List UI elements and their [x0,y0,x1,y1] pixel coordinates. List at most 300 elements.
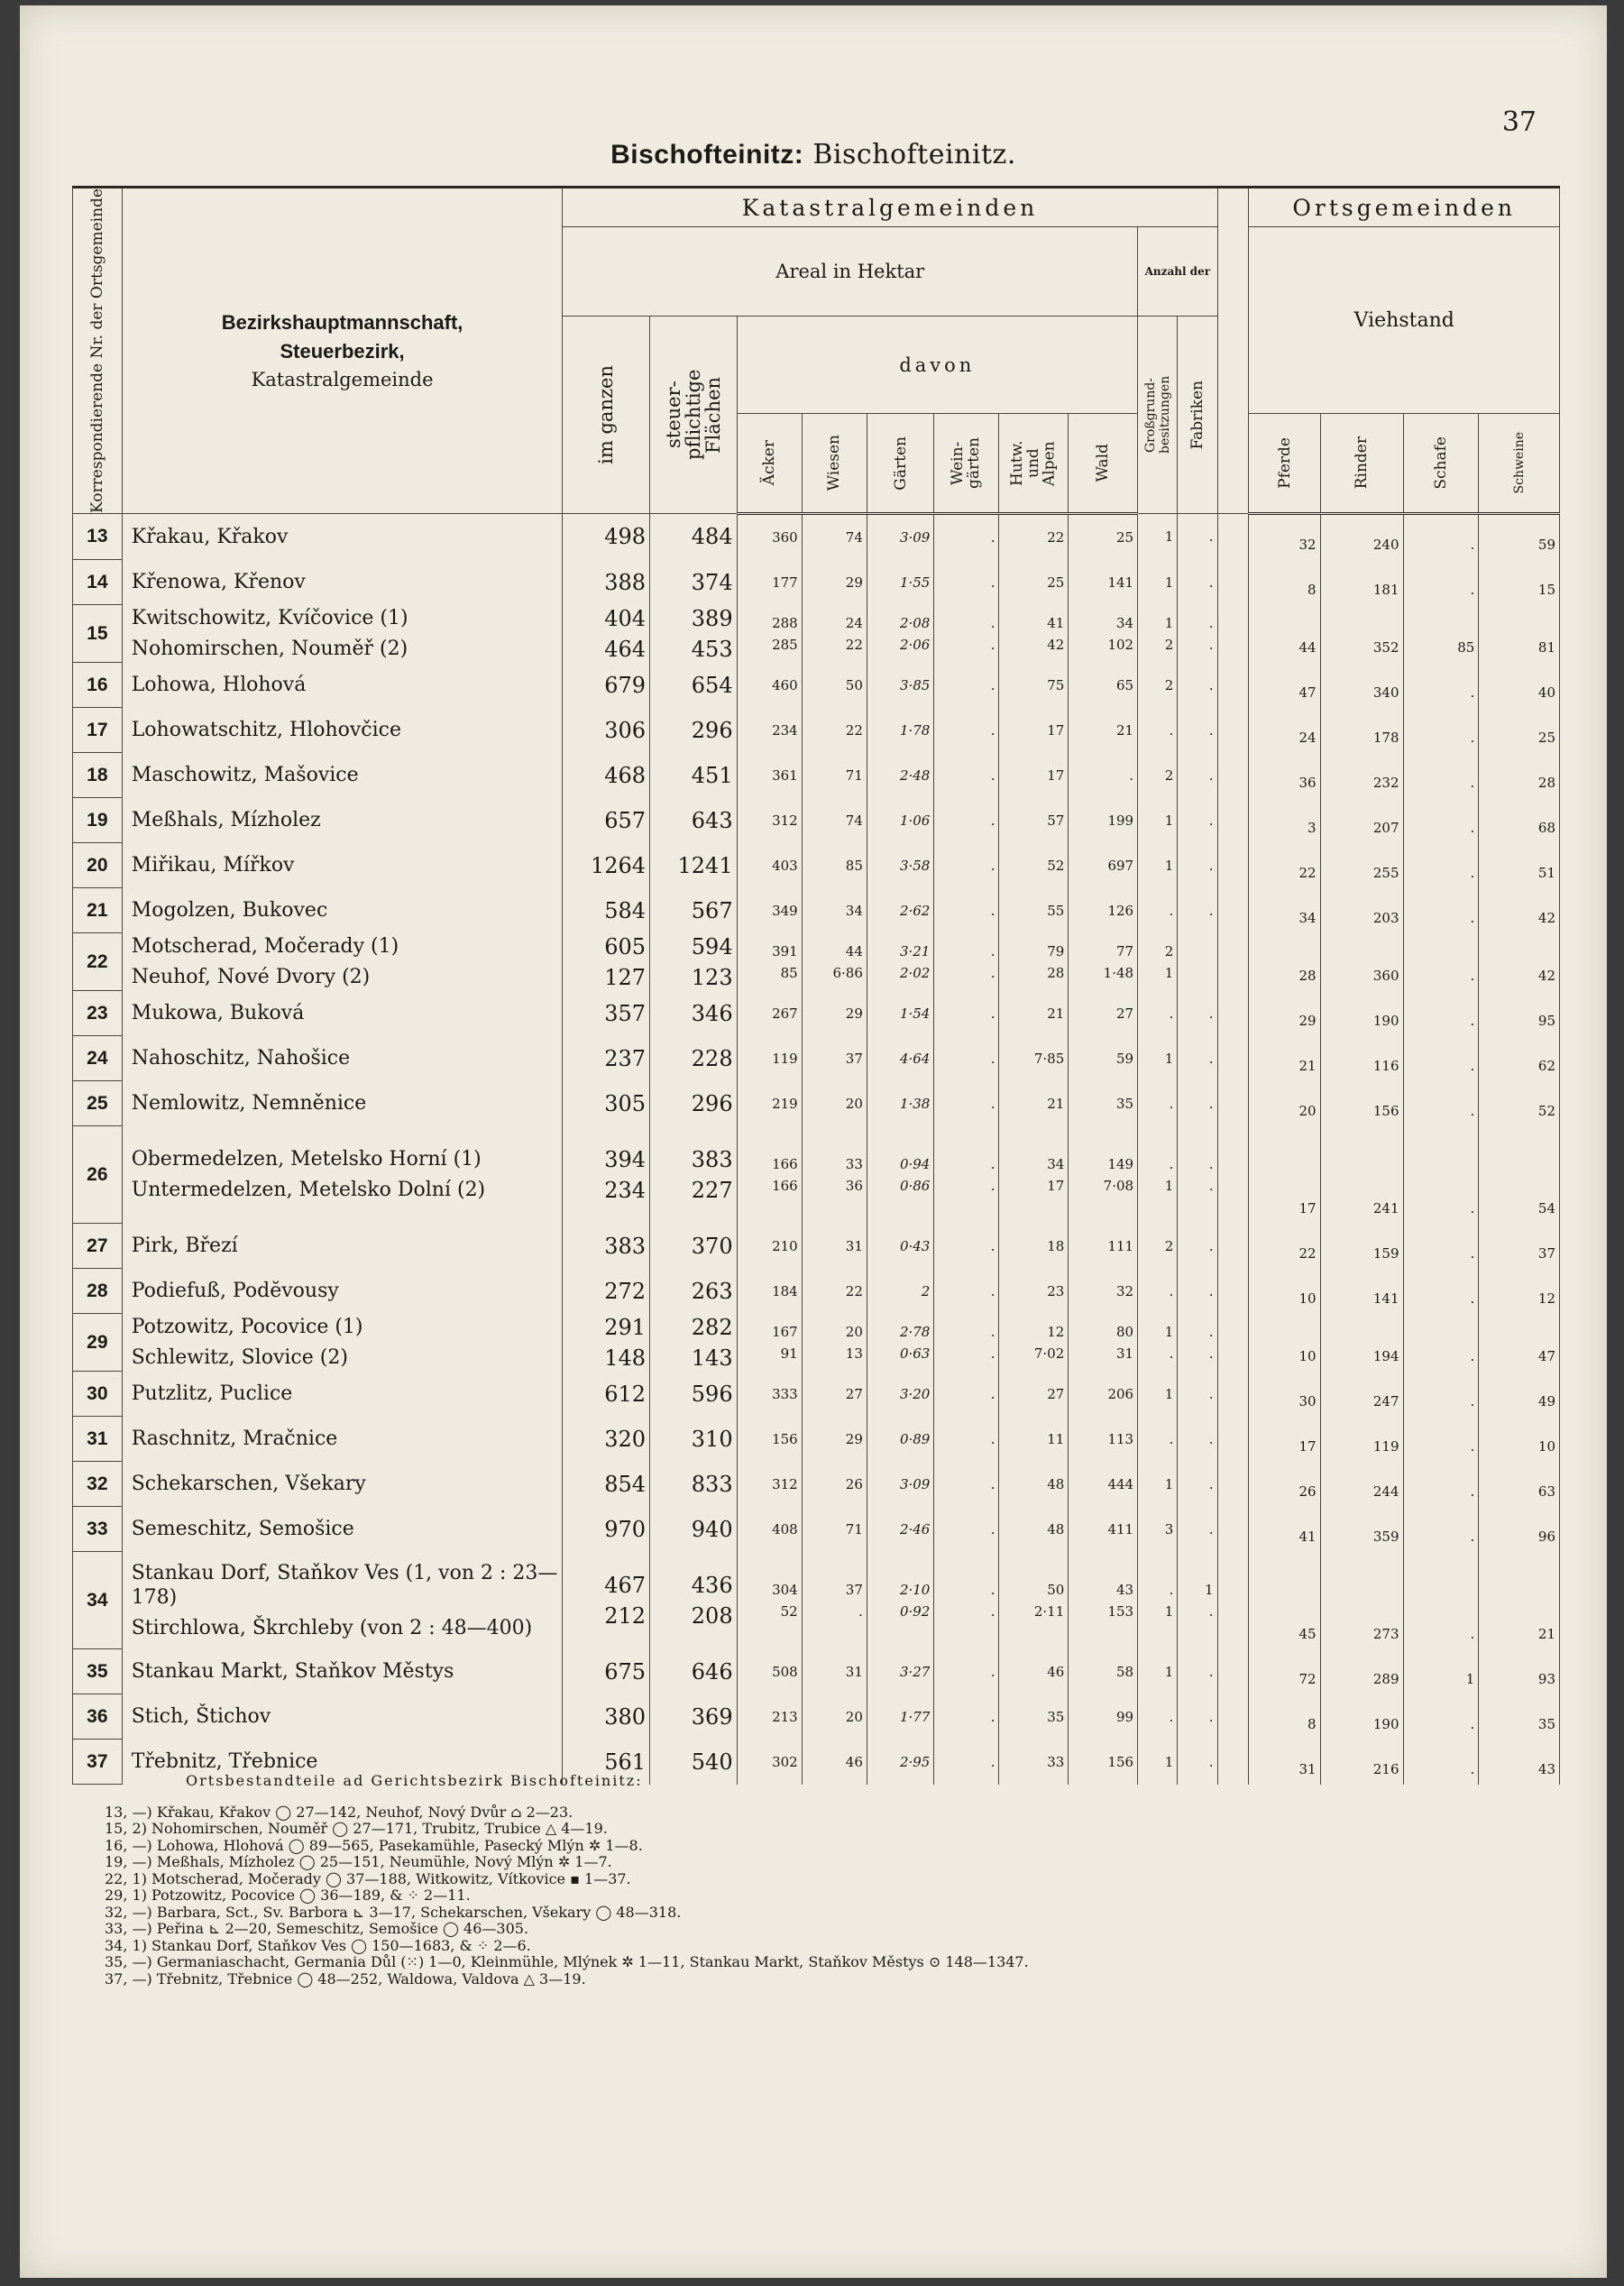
cell-line: 52 [1047,857,1065,874]
cell-line: 79 [1047,942,1065,959]
table-row [73,933,1560,991]
cell-name [122,991,563,1036]
cell-wald [1069,1036,1138,1081]
cell-line: 561 [604,1749,647,1775]
cell-line: . [990,1753,996,1770]
cell-steuer [650,560,738,605]
cell-gross [1138,1649,1178,1694]
cell-schafe: . [1403,1694,1479,1740]
cell-name [122,1552,563,1649]
cell-line: 75 [1047,676,1065,693]
footnote-line: 37, —) Třebnitz, Třebnice ◯ 48—252, Waldowa, Valdova △ 3—19. [105,1969,586,1988]
cell-line: 111 [1107,1237,1134,1254]
cell-line: 654 [691,672,733,698]
header-garten: Gärten [867,414,933,514]
cell-line: Stich, Štichov [131,1705,271,1729]
cell-schweine: 43 [1479,1740,1560,1785]
cell-schafe: . [1403,843,1479,888]
cell-ganzen [563,560,650,605]
cell-line: 2·62 [899,902,931,919]
cell-gap [1217,1462,1249,1507]
cell-wald [1069,933,1138,991]
cell-line: 304 [772,1581,798,1598]
cell-steuer [650,1507,738,1552]
cell-line: 1 [1164,574,1174,591]
cell-pferde: 17 [1249,1417,1320,1462]
cell-acker [737,888,802,933]
cell-ganzen [563,1694,650,1740]
cell-schafe: . [1403,1269,1479,1314]
cell-fabr [1178,1372,1217,1417]
cell-ganzen [563,991,650,1036]
cell-pferde: 8 [1249,560,1320,605]
cell-pferde: 22 [1249,843,1320,888]
header-fabriken: Fabriken [1178,317,1217,513]
cell-line: 199 [1107,812,1134,829]
cell-line: . [990,528,996,546]
cell-steuer [650,1462,738,1507]
cell-gap [1217,1417,1249,1462]
cell-pferde: 26 [1249,1462,1320,1507]
cell-line: Meßhals, Mízholez [131,809,321,832]
cell-line: 302 [772,1753,798,1770]
cell-line: . [1208,1520,1214,1538]
cell-gap [1217,888,1249,933]
cell-line: 646 [691,1658,733,1685]
cell-wald [1069,798,1138,843]
cell-schweine: 63 [1479,1462,1560,1507]
cell-wein [934,1314,999,1372]
cell-pferde: 8 [1249,1694,1320,1740]
cell-pferde: 17 [1249,1126,1320,1224]
cell-line: 228 [691,1045,733,1071]
cell-steuer [650,753,738,798]
cell-schweine: 28 [1479,753,1560,798]
table-row [73,513,1560,560]
cell-name [122,753,563,798]
cell-schweine: 35 [1479,1694,1560,1740]
cell-fabr [1178,1507,1217,1552]
cell-steuer [650,1417,738,1462]
header-schafe: Schafe [1403,414,1479,514]
cell-line: 85 [780,964,798,981]
cell-line: 36 [845,1177,863,1194]
cell-name [122,708,563,753]
cell-acker [737,560,802,605]
cell-fabr [1178,1462,1217,1507]
cell-line: . [1208,1095,1214,1112]
cell-acker [737,1649,802,1694]
row-number: 24 [73,1036,123,1081]
cell-line: Nohomirschen, Nouměř (2) [131,637,408,660]
cell-ganzen [563,1649,650,1694]
cell-wein [934,1269,999,1314]
cell-pferde: 34 [1249,888,1320,933]
cell-gross [1138,1552,1178,1649]
cell-line: 25 [1047,574,1065,591]
table-row [73,663,1560,708]
cell-gross [1138,560,1178,605]
cell-line: . [990,942,996,959]
cell-line: . [1208,1282,1214,1299]
cell-ganzen [563,663,650,708]
cell-fabr [1178,708,1217,753]
cell-fabr [1178,798,1217,843]
cell-gross [1138,888,1178,933]
cell-line: 29 [845,574,863,591]
cell-line: . [858,1602,863,1620]
cell-wein [934,1081,999,1126]
cell-acker [737,843,802,888]
cell-schafe: . [1403,933,1479,991]
cell-wein [934,1224,999,1269]
cell-line: 361 [772,767,798,784]
cell-line: 1 [1164,1177,1174,1194]
cell-line: . [1208,812,1214,829]
cell-steuer [650,605,738,663]
cell-line: 389 [691,605,733,631]
footnote-line: 16, —) Lohowa, Hlohová ◯ 89—565, Pasekamühle, Pasecký Mlýn ✲ 1—8. [105,1836,643,1854]
cell-wein [934,708,999,753]
cell-wald [1069,1462,1138,1507]
cell-line: Pirk, Březí [131,1235,238,1258]
cell-line: 1 [1164,857,1174,874]
cell-schafe: . [1403,1126,1479,1224]
cell-line: 91 [780,1345,798,1362]
cell-garten [867,1552,933,1649]
table-body [73,513,1560,1785]
cell-line: . [1208,1753,1214,1770]
cell-line: 127 [604,964,647,990]
cell-line: 288 [772,614,798,631]
cell-line: 227 [691,1177,733,1203]
title-bold: Bischofteinitz: [610,140,804,170]
cell-line: . [990,812,996,829]
page-number: 37 [1501,106,1537,138]
cell-gross [1138,991,1178,1036]
footnote-line: 19, —) Meßhals, Mízholez ◯ 25—151, Neumühle, Nový Mlýn ✲ 1—7. [105,1853,612,1870]
cell-line: . [1169,1430,1174,1447]
cell-name [122,1462,563,1507]
cell-line: 208 [691,1602,733,1629]
cell-line: 391 [772,942,798,959]
cell-line: 166 [772,1177,798,1194]
cell-gross [1138,1372,1178,1417]
cell-hutw [999,1224,1069,1269]
cell-line: 17 [1047,721,1065,739]
cell-schafe: . [1403,888,1479,933]
cell-steuer [650,1269,738,1314]
cell-line: 349 [772,902,798,919]
cell-line: 65 [1115,676,1134,693]
cell-pferde: 10 [1249,1314,1320,1372]
cell-wald [1069,991,1138,1036]
cell-line: 2·48 [899,767,931,784]
cell-hutw [999,1462,1069,1507]
cell-line: . [990,1602,996,1620]
row-number: 19 [73,798,123,843]
cell-gap [1217,1694,1249,1740]
cell-gap [1217,1081,1249,1126]
cell-pferde: 32 [1249,513,1320,560]
row-number: 34 [73,1552,123,1649]
cell-line: 21 [1047,1005,1065,1022]
cell-ganzen [563,843,650,888]
cell-wald [1069,843,1138,888]
cell-gross [1138,753,1178,798]
row-number: 32 [73,1462,123,1507]
cell-line: 833 [691,1471,733,1497]
cell-line: 143 [691,1345,733,1371]
table-row [73,708,1560,753]
cell-garten [867,1372,933,1417]
cell-line: . [990,574,996,591]
cell-line: 346 [691,1000,733,1026]
cell-pferde: 30 [1249,1372,1320,1417]
cell-line: . [1208,574,1214,591]
cell-garten [867,933,933,991]
cell-line: . [990,767,996,784]
cell-acker [737,1126,802,1224]
cell-line: . [1208,676,1214,693]
cell-line: 1·38 [899,1095,931,1112]
footnote-line: 15, 2) Nohomirschen, Nouměř ◯ 27—171, Trubitz, Trubice △ 4—19. [105,1820,608,1837]
cell-wein [934,1372,999,1417]
cell-line: 2·02 [899,964,931,981]
cell-gap [1217,560,1249,605]
cell-acker [737,1224,802,1269]
cell-line: . [990,1345,996,1362]
cell-gross [1138,1417,1178,1462]
cell-line: 2·11 [1033,1602,1065,1620]
cell-line: 370 [691,1233,733,1259]
cell-pferde: 41 [1249,1507,1320,1552]
cell-line: 26 [845,1475,863,1492]
cell-line: 411 [1107,1520,1134,1538]
cell-line: Křakau, Křakov [131,525,289,548]
cell-line: 296 [691,717,733,743]
cell-rinder: 116 [1320,1036,1403,1081]
cell-line: 3·09 [899,1475,931,1492]
cell-line: 2 [1164,636,1174,653]
cell-hutw [999,1694,1069,1740]
cell-line: 1·77 [899,1708,931,1725]
cell-schweine: 54 [1479,1126,1560,1224]
cell-garten [867,663,933,708]
cell-fabr [1178,663,1217,708]
row-number: 35 [73,1649,123,1694]
cell-schweine: 15 [1479,560,1560,605]
cell-line: 2·10 [899,1581,931,1598]
cell-line: 1264 [590,852,647,878]
cell-schweine: 10 [1479,1417,1560,1462]
cell-wald [1069,605,1138,663]
cell-ganzen [563,1507,650,1552]
row-number: 20 [73,843,123,888]
cell-line: . [990,1177,996,1194]
cell-line: 282 [691,1314,733,1340]
cell-line: 153 [1107,1602,1134,1620]
cell-line: 1 [1164,1050,1174,1067]
cell-line: Schlewitz, Slovice (2) [131,1345,348,1369]
cell-wein [934,1694,999,1740]
cell-schafe: . [1403,1372,1479,1417]
cell-hutw [999,991,1069,1036]
cell-wald [1069,1372,1138,1417]
cell-line: . [1169,902,1174,919]
cell-hutw [999,1649,1069,1694]
cell-line: 27 [845,1385,863,1402]
cell-line: . [1208,1005,1214,1022]
header-hutw: Hutw. und Alpen [999,414,1069,514]
cell-line: . [1208,1475,1214,1492]
cell-line: 126 [1107,902,1134,919]
cell-schafe: . [1403,1314,1479,1372]
cell-fabr [1178,1224,1217,1269]
header-schweine: Schweine [1479,414,1560,514]
header-acker: Äcker [737,414,802,514]
cell-wein [934,1507,999,1552]
cell-schweine: 37 [1479,1224,1560,1269]
cell-line: 374 [691,569,733,595]
cell-hutw [999,1314,1069,1372]
cell-schafe: . [1403,1036,1479,1081]
cell-schweine: 93 [1479,1649,1560,1694]
cell-line: . [1208,1385,1214,1402]
cell-line: 46 [1047,1663,1065,1680]
cell-hutw [999,1081,1069,1126]
cell-gap [1217,1372,1249,1417]
cell-acker [737,605,802,663]
cell-wiesen [802,888,867,933]
cell-wein [934,1462,999,1507]
cell-pferde: 21 [1249,1036,1320,1081]
cell-garten [867,1694,933,1740]
cell-line: . [990,1282,996,1299]
cell-line: 453 [691,636,733,662]
cell-line: Nemlowitz, Nemněnice [131,1092,367,1115]
cell-wiesen [802,1694,867,1740]
cell-fabr [1178,1694,1217,1740]
cell-wiesen [802,708,867,753]
cell-line: 1·78 [899,721,931,739]
cell-line: . [1208,1323,1214,1340]
cell-gross [1138,1694,1178,1740]
cell-fabr [1178,933,1217,991]
row-number: 16 [73,663,123,708]
cell-garten [867,605,933,663]
cell-wein [934,933,999,991]
cell-line: 20 [845,1323,863,1340]
header-steuer: steuer-pflichtige Flächen [650,317,738,513]
cell-line: 43 [1115,1581,1134,1598]
cell-line: . [1208,767,1214,784]
cell-line: Schekarschen, Všekary [131,1473,366,1496]
cell-acker [737,1417,802,1462]
cell-name [122,1417,563,1462]
cell-pferde: 10 [1249,1269,1320,1314]
table-row [73,1036,1560,1081]
table-row [73,1269,1560,1314]
cell-wein [934,1036,999,1081]
cell-steuer [650,1552,738,1649]
cell-steuer [650,1694,738,1740]
table-row [73,1372,1560,1417]
cell-line: 3 [1164,1520,1174,1538]
cell-line: 2 [1164,676,1174,693]
header-grossgrund: Großgrund-besitzungen [1138,317,1178,513]
cell-line: 1·55 [899,574,931,591]
cell-line: 28 [1047,964,1065,981]
cell-rinder: 352 [1320,605,1403,663]
cell-rinder: 240 [1320,513,1403,560]
cell-name [122,1694,563,1740]
cell-line: 0·63 [899,1345,931,1362]
cell-gross [1138,1126,1178,1224]
cell-line: Miřikau, Mířkov [131,854,295,877]
cell-rinder: 178 [1320,708,1403,753]
cell-schafe: . [1403,753,1479,798]
cell-line: 74 [845,812,863,829]
cell-hutw [999,560,1069,605]
cell-line: 46 [845,1753,863,1770]
cell-line: 388 [604,569,647,595]
cell-pferde: 45 [1249,1552,1320,1649]
cell-line: 3·20 [899,1385,931,1402]
cell-line: Třebnitz, Třebnice [131,1750,318,1774]
cell-line: Maschowitz, Mašovice [131,764,359,787]
cell-wiesen [802,605,867,663]
cell-line: 77 [1115,942,1134,959]
cell-gross [1138,1036,1178,1081]
cell-name [122,1314,563,1372]
cell-line: 3·21 [899,942,931,959]
cell-line: Lohowatschitz, Hlohovčice [131,719,401,742]
cell-wald [1069,1126,1138,1224]
cell-acker [737,513,802,560]
cell-ganzen [563,1417,650,1462]
cell-wiesen [802,1649,867,1694]
cell-line: 50 [845,676,863,693]
cell-line: 141 [1107,574,1134,591]
cell-line: 33 [845,1155,863,1172]
cell-rinder: 247 [1320,1372,1403,1417]
cell-pferde: 47 [1249,663,1320,708]
row-number: 21 [73,888,123,933]
cell-line: . [990,1323,996,1340]
cell-garten [867,1507,933,1552]
cell-line: 657 [604,807,647,833]
footnote-line: 35, —) Germaniaschacht, Germania Důl (⁙) 1—0, Kleinmühle, Mlýnek ✲ 1—11, Stankau Markt, Staňkov Městys ⊙ 148—1347. [105,1953,1029,1970]
cell-wald [1069,1507,1138,1552]
cell-steuer [650,888,738,933]
row-number: 23 [73,991,123,1036]
cell-wein [934,1552,999,1649]
cell-line: 210 [772,1237,798,1254]
cell-steuer [650,1372,738,1417]
cell-garten [867,560,933,605]
cell-line: 464 [604,636,647,662]
cell-line: . [1208,1177,1214,1194]
cell-line: 27 [1115,1005,1134,1022]
cell-line: 2 [921,1282,931,1299]
cell-line: . [990,1385,996,1402]
cell-wiesen [802,933,867,991]
cell-line: Podiefuß, Podĕvousy [131,1280,339,1303]
cell-line: 1 [1164,1323,1174,1340]
cell-line: 1 [1164,1385,1174,1402]
cell-line: 34 [1115,614,1134,631]
